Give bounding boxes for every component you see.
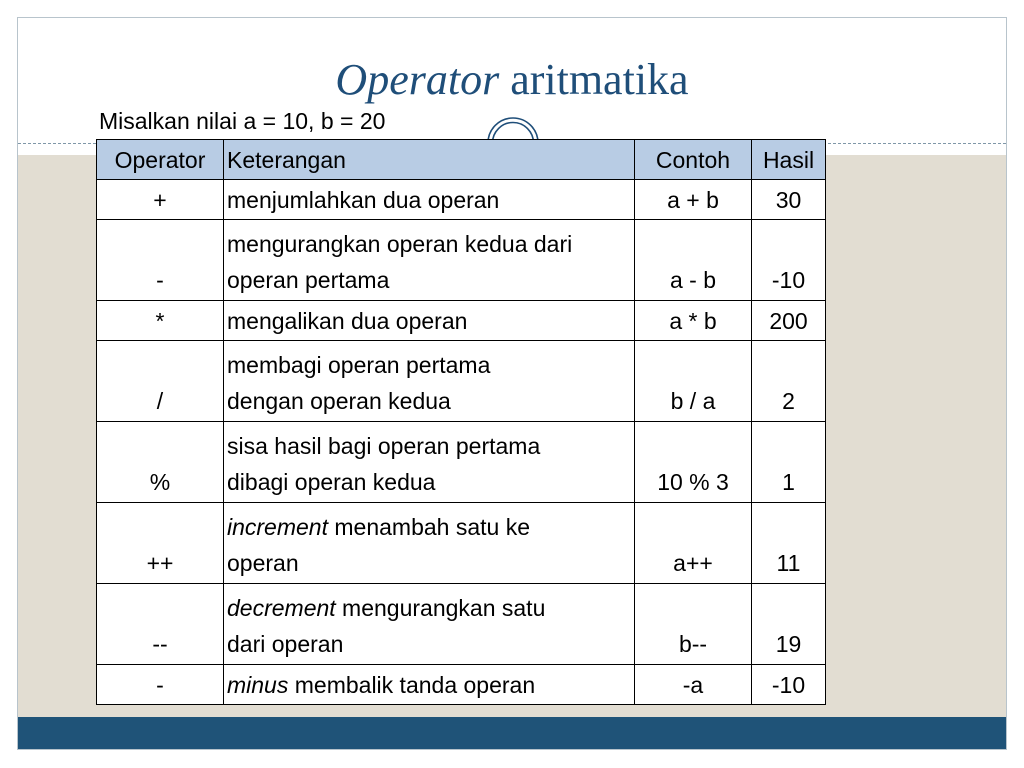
desc-text: dari operan [227, 631, 344, 657]
desc-term: minus [227, 671, 289, 698]
operator-table [96, 139, 826, 705]
desc-text: operan pertama [227, 267, 390, 293]
cell-contoh: 10 % 3 [635, 422, 752, 503]
desc-term: decrement [227, 595, 336, 621]
cell-operator: / [97, 341, 224, 422]
cell-contoh: b / a [635, 341, 752, 422]
cell-keterangan [224, 341, 635, 422]
cell-hasil: -10 [752, 220, 826, 301]
cell-hasil: 2 [752, 341, 826, 422]
desc-text: mengalikan dua operan [227, 307, 468, 334]
cell-operator: -- [97, 584, 224, 665]
header-operator: Operator [97, 140, 224, 180]
cell-contoh: a++ [635, 503, 752, 584]
title-rest: aritmatika [499, 55, 689, 104]
cell-keterangan [224, 503, 635, 584]
cell-hasil: 30 [752, 180, 826, 220]
desc-text: mengurangkan satu [335, 595, 546, 621]
cell-keterangan [224, 180, 635, 220]
cell-keterangan [224, 584, 635, 665]
table-row [97, 665, 826, 705]
header-hasil: Hasil [752, 140, 826, 180]
cell-contoh: b-- [635, 584, 752, 665]
table-row [97, 422, 826, 503]
desc-text: menjumlahkan dua operan [227, 186, 500, 213]
cell-contoh: a - b [635, 220, 752, 301]
desc-text: operan [227, 550, 299, 576]
cell-hasil: -10 [752, 665, 826, 705]
cell-operator: + [97, 180, 224, 220]
cell-keterangan [224, 301, 635, 341]
cell-operator: - [97, 220, 224, 301]
cell-keterangan [224, 422, 635, 503]
cell-operator: % [97, 422, 224, 503]
desc-text: dibagi operan kedua [227, 469, 436, 495]
desc-text: mengurangkan operan kedua dari [227, 231, 573, 257]
cell-operator: * [97, 301, 224, 341]
cell-contoh: a * b [635, 301, 752, 341]
table-row [97, 341, 826, 422]
cell-contoh: a + b [635, 180, 752, 220]
desc-text: dengan operan kedua [227, 388, 451, 414]
cell-keterangan [224, 665, 635, 705]
table-row [97, 301, 826, 341]
desc-text: sisa hasil bagi operan pertama [227, 433, 541, 459]
cell-hasil: 19 [752, 584, 826, 665]
desc-text: menambah satu ke [327, 514, 530, 540]
title-italic-word: Operator [335, 55, 500, 104]
header-keterangan: Keterangan [224, 140, 635, 180]
desc-term: increment [227, 514, 328, 540]
cell-operator: ++ [97, 503, 224, 584]
table-row [97, 584, 826, 665]
header-contoh: Contoh [635, 140, 752, 180]
cell-contoh: -a [635, 665, 752, 705]
desc-text: membalik tanda operan [288, 671, 536, 698]
table-row [97, 503, 826, 584]
slide-subtitle: Misalkan nilai a = 10, b = 20 [99, 108, 386, 134]
table-row [97, 180, 826, 220]
desc-text: membagi operan pertama [227, 352, 491, 378]
cell-keterangan [224, 220, 635, 301]
cell-hasil: 200 [752, 301, 826, 341]
cell-operator: - [97, 665, 224, 705]
slide-title [0, 52, 1024, 108]
cell-hasil: 1 [752, 422, 826, 503]
table-row [97, 220, 826, 301]
table-header-row [97, 140, 826, 180]
footer-bar [18, 717, 1006, 749]
cell-hasil: 11 [752, 503, 826, 584]
